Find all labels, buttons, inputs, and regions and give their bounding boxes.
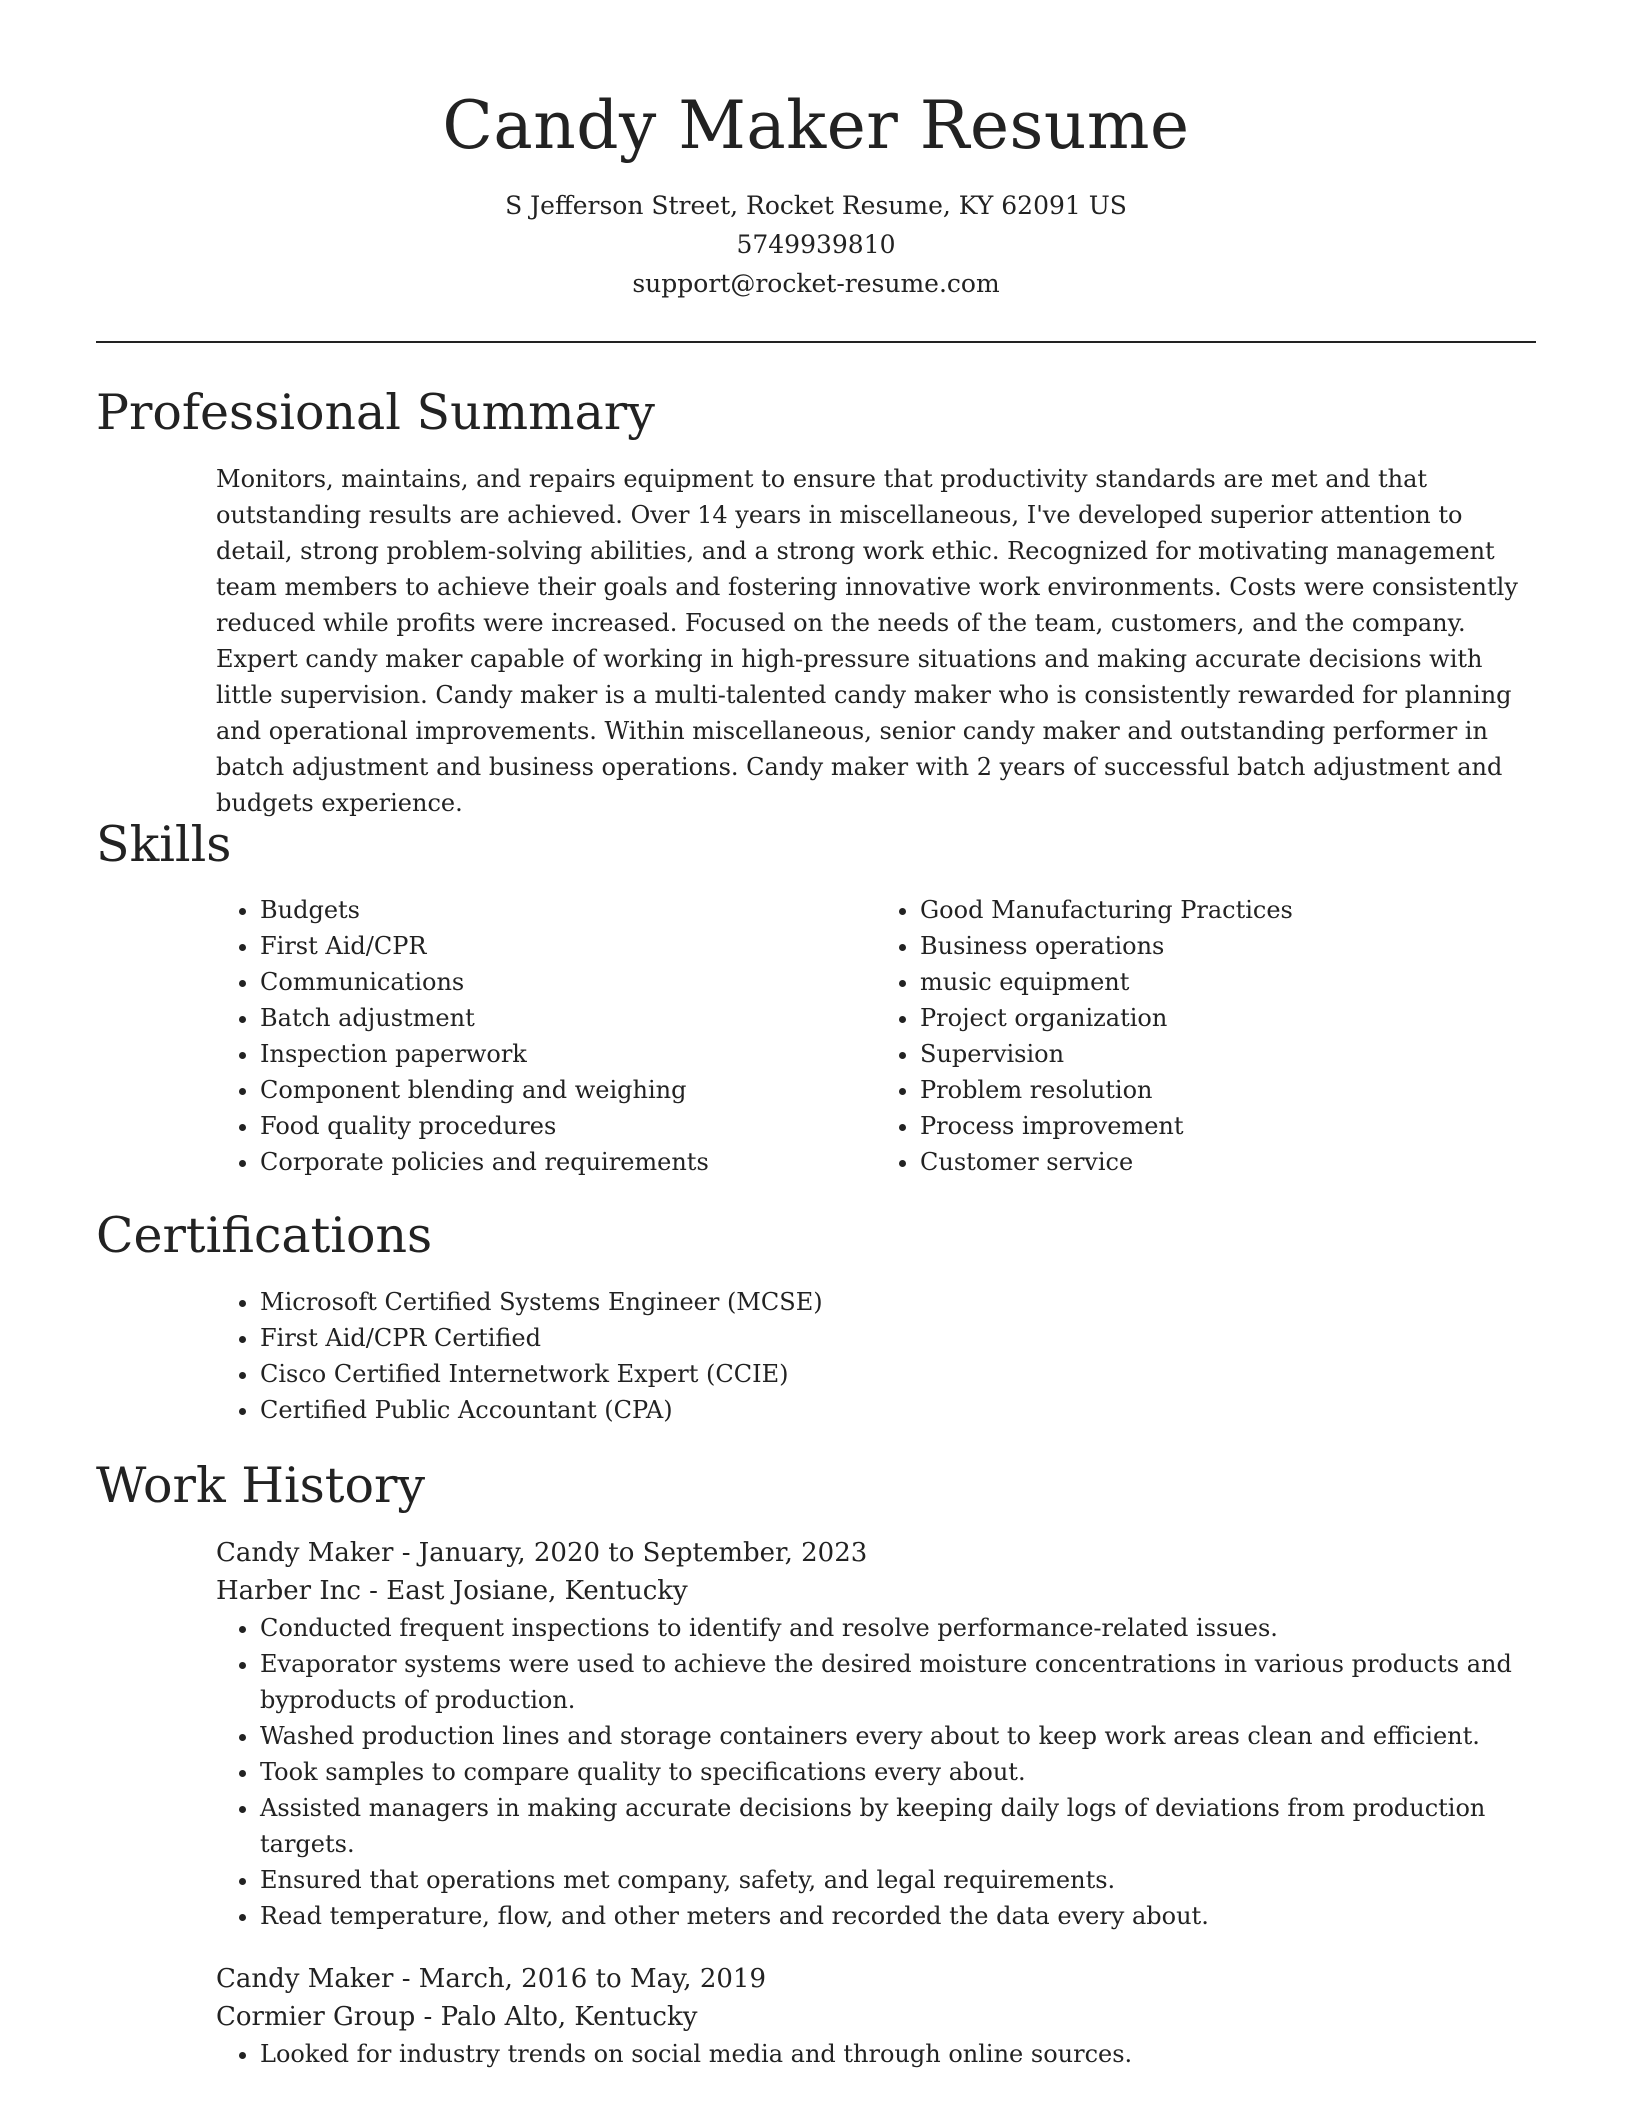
skill-item: • music equipment xyxy=(920,964,1536,1000)
summary-text: Monitors, maintains, and repairs equipment to ensure that productivity standards are met and that outstanding results are achieved. Over 14 years in miscellaneous, I've developed superior attention to detail, strong problem-solving abilities, and a strong work ethic. Recognized for motivating management team members to achieve their goals and fostering innovative work environments. Costs were consistently reduced while profits were increased. Focused on the needs of the team, customers, and the company. Expert candy maker capable of working in high-pressure situations and making accurate decisions with little supervision. Candy maker is a multi-talented candy maker who is consistently rewarded for planning and operational improvements. Within miscellaneous, senior candy maker and outstanding performer in batch adjustment and business operations. Candy maker with 2 years of successful batch adjustment and budgets experience. xyxy=(216,465,1518,817)
job-company-line xyxy=(216,1572,1536,1610)
certifications-heading: Certifications xyxy=(96,1207,433,1264)
job-duties-list xyxy=(216,2036,1536,2072)
job-title-line xyxy=(216,1534,1536,1572)
skill-item: • Communications xyxy=(260,964,876,1000)
separator: - xyxy=(415,2002,441,2032)
job-duties-list xyxy=(216,1610,1536,1934)
skill-item: • Supervision xyxy=(920,1036,1536,1072)
job-dates: March, 2016 to May, 2019 xyxy=(418,1964,767,1994)
skill-item: • Good Manufacturing Practices xyxy=(920,892,1536,928)
separator: - xyxy=(360,1576,387,1606)
skill-item: • Process improvement xyxy=(920,1108,1536,1144)
job-title: Candy Maker xyxy=(216,1964,394,1994)
phone-text: 5749939810 xyxy=(736,230,896,259)
job-duty-item: • Ensured that operations met company, safety, and legal requirements. xyxy=(260,1862,1536,1898)
job-entry xyxy=(216,1534,1536,1934)
job-duty-item: • Read temperature, flow, and other meters and recorded the data every about. xyxy=(260,1898,1536,1934)
email-text: support@rocket-resume.com xyxy=(632,269,1000,298)
job-location: East Josiane, Kentucky xyxy=(386,1576,688,1606)
skills-heading: Skills xyxy=(96,816,232,873)
skill-item: • Problem resolution xyxy=(920,1072,1536,1108)
certification-item: • First Aid/CPR Certified xyxy=(260,1320,1536,1356)
skill-item: • Corporate policies and requirements xyxy=(260,1144,876,1180)
header-divider xyxy=(96,341,1536,343)
contact-info xyxy=(96,186,1536,303)
page-title: Candy Maker Resume xyxy=(442,87,1190,164)
work-history-section xyxy=(216,1534,1536,2098)
skills-list-right xyxy=(876,892,1536,1180)
job-title: Candy Maker xyxy=(216,1538,394,1568)
job-duty-item: • Conducted frequent inspections to identify and resolve performance-related issues. xyxy=(260,1610,1536,1646)
job-company-line xyxy=(216,1998,1536,2036)
skill-item: • Customer service xyxy=(920,1144,1536,1180)
job-dates: January, 2020 to September, 2023 xyxy=(418,1538,868,1568)
certification-item: • Certified Public Accountant (CPA) xyxy=(260,1392,1536,1428)
address-text: S Jefferson Street, Rocket Resume, KY 62091 US xyxy=(505,191,1127,220)
job-entry xyxy=(216,1960,1536,2072)
skills-section xyxy=(216,892,1536,1180)
certification-item: • Cisco Certified Internetwork Expert (CCIE) xyxy=(260,1356,1536,1392)
separator: - xyxy=(393,1964,419,1994)
job-title-line xyxy=(216,1960,1536,1998)
job-duty-item: • Assisted managers in making accurate decisions by keeping daily logs of deviations from production targets. xyxy=(260,1790,1536,1862)
certifications-list xyxy=(216,1284,1536,1428)
skill-item: • Project organization xyxy=(920,1000,1536,1036)
summary-section xyxy=(216,461,1536,821)
skill-item: • First Aid/CPR xyxy=(260,928,876,964)
separator: - xyxy=(393,1538,419,1568)
certifications-section xyxy=(216,1284,1536,1428)
certification-item: • Microsoft Certified Systems Engineer (MCSE) xyxy=(260,1284,1536,1320)
skill-item: • Batch adjustment xyxy=(260,1000,876,1036)
job-duty-item: • Evaporator systems were used to achieve the desired moisture concentrations in various products and byproducts of production. xyxy=(260,1646,1536,1718)
skill-item: • Inspection paperwork xyxy=(260,1036,876,1072)
job-company: Cormier Group xyxy=(216,2002,416,2032)
skill-item: • Business operations xyxy=(920,928,1536,964)
job-duty-item: • Looked for industry trends on social media and through online sources. xyxy=(260,2036,1536,2072)
skill-item: • Component blending and weighing xyxy=(260,1072,876,1108)
job-duty-item: • Took samples to compare quality to specifications every about. xyxy=(260,1754,1536,1790)
summary-heading: Professional Summary xyxy=(96,384,655,441)
job-company: Harber Inc xyxy=(216,1576,361,1606)
job-location: Palo Alto, Kentucky xyxy=(440,2002,698,2032)
skill-item: • Food quality procedures xyxy=(260,1108,876,1144)
work-history-heading: Work History xyxy=(96,1457,426,1514)
job-duty-item: • Washed production lines and storage containers every about to keep work areas clean and efficient. xyxy=(260,1718,1536,1754)
skills-list-left xyxy=(216,892,876,1180)
resume-header xyxy=(96,80,1536,303)
skill-item: • Budgets xyxy=(260,892,876,928)
